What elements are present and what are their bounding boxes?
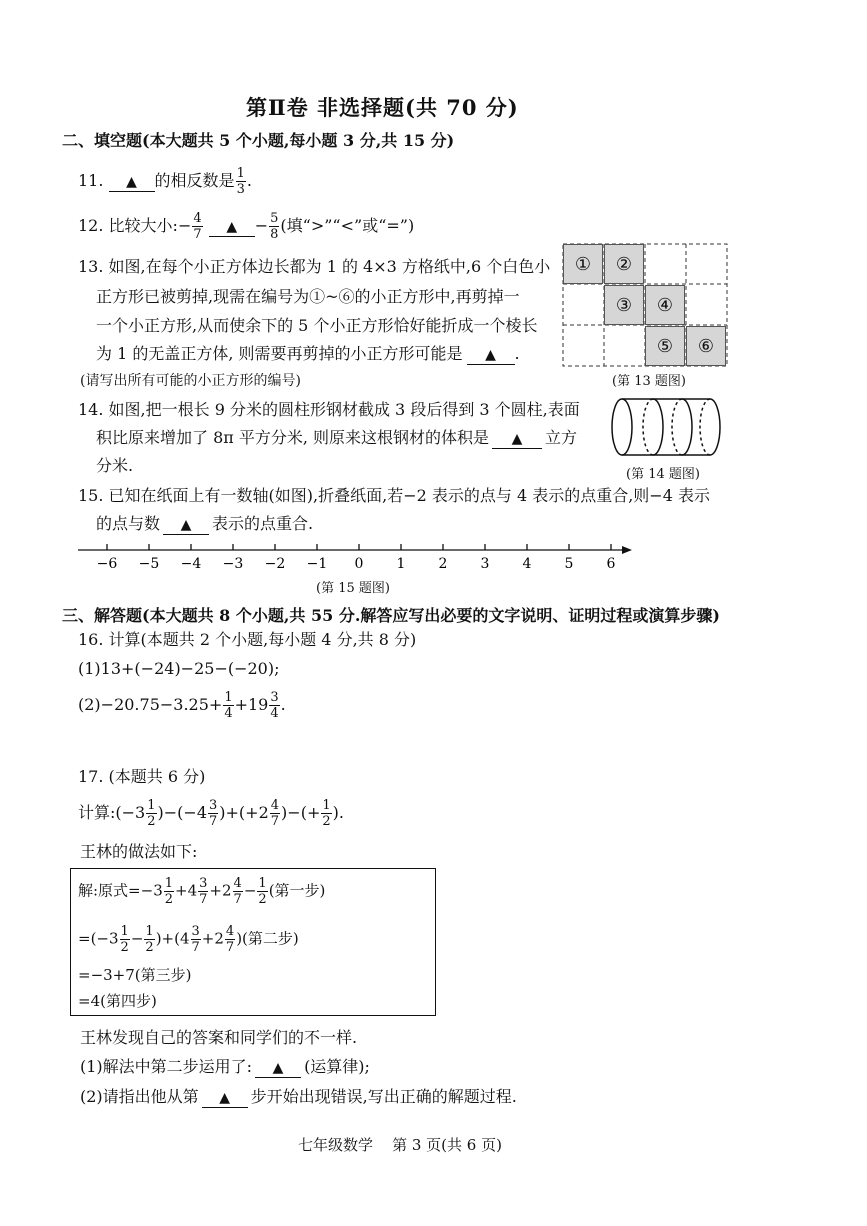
question-13-line-3: 一个小正方形,从而使余下的 5 个小正方形恰好能折成一个棱长 (96, 316, 538, 335)
solution-step-1: 解:原式=−3 $\frac{1}{2}$ +4 $\frac{3}{7}$ +2 $\frac{4}{7}$ − $\frac{1}{2}$ (第一步) (78, 876, 326, 907)
question-17-intro: 王林的做法如下: (80, 842, 198, 861)
section-fill-blank-heading: 二、填空题(本大题共 5 个小题,每小题 3 分,共 15 分) (62, 131, 455, 150)
question-17-heading: 17. (本题共 6 分) (78, 767, 206, 786)
answer-blank[interactable]: ▲ (255, 1059, 301, 1078)
solution-step-2: =(−3 $\frac{1}{2}$ − $\frac{1}{2}$ )+(4 $\frac{3}{7}$ +2 $\frac{4}{7}$ )(第二步) (78, 924, 299, 955)
question-15-line-1: 15. 已知在纸面上有一数轴(如图),折叠纸面,若−2 表示的点与 4 表示的点重合,则−4 表示 (78, 486, 710, 505)
axis-tick-label: −5 (138, 556, 160, 572)
question-13-line-2: 正方形已被剪掉,现需在编号为①~⑥的小正方形中,再剪掉一 (96, 287, 520, 306)
axis-tick-label: −4 (180, 556, 202, 572)
question-14-line-2: 积比原来增加了 8π 平方分米, 则原来这根钢材的体积是 ▲ 立方 (96, 428, 578, 447)
axis-tick-label: −2 (264, 556, 286, 572)
answer-blank[interactable]: ▲ (202, 1089, 248, 1108)
question-16-part-2: (2)−20.75−3.25+ $\frac{1}{4}$ +19 $\frac{3}{4}$ . (78, 690, 286, 721)
question-13-line-1: 13. 如图,在每个小正方体边长都为 1 的 4×3 方格纸中,6 个白色小 (78, 257, 551, 276)
answer-blank[interactable]: ▲ (467, 346, 515, 365)
figure-15-caption: (第 15 题图) (316, 581, 390, 596)
axis-tick-label: 5 (564, 556, 574, 572)
grid-cell-2[interactable]: ② (604, 244, 644, 284)
question-16-part-1: (1)13+(−24)−25−(−20); (78, 659, 280, 678)
axis-tick-label: 1 (396, 556, 406, 572)
question-12: 12. 比较大小:− $\frac{4}{7}$ ▲ − $\frac{5}{8}$ (填“>”“<”或“=”) (78, 211, 415, 242)
question-17-part-1: (1)解法中第二步运用了: ▲ (运算律); (80, 1057, 370, 1076)
axis-tick-label: 4 (522, 556, 532, 572)
section-answer-heading: 三、解答题(本大题共 8 个小题,共 55 分.解答应写出必要的文字说明、证明过程或演算步骤) (62, 606, 720, 625)
grid-cell-4[interactable]: ④ (645, 285, 685, 325)
question-15-line-2: 的点与数 ▲ 表示的点重合. (96, 514, 314, 533)
grid-cell-5[interactable]: ⑤ (645, 326, 685, 366)
answer-blank[interactable]: ▲ (209, 218, 255, 237)
figure-14-caption: (第 14 题图) (626, 467, 700, 482)
axis-tick-label: −1 (306, 556, 328, 572)
answer-blank[interactable]: ▲ (163, 516, 209, 535)
question-16-heading: 16. 计算(本题共 2 个小题,每小题 4 分,共 8 分) (78, 630, 417, 649)
solution-step-3: =−3+7(第三步) (78, 966, 192, 984)
grid-cell-1[interactable]: ① (563, 244, 603, 284)
answer-blank[interactable]: ▲ (492, 430, 542, 449)
question-14-line-1: 14. 如图,把一根长 9 分米的圆柱形钢材截成 3 段后得到 3 个圆柱,表面 (78, 400, 580, 419)
question-14-line-3: 分米. (96, 456, 134, 475)
figure-13-caption: (第 13 题图) (612, 374, 686, 389)
answer-blank[interactable]: ▲ (109, 173, 155, 192)
number-line-figure (76, 538, 636, 574)
solution-step-4: =4(第四步) (78, 992, 157, 1010)
section-title: 第Ⅱ卷 非选择题(共 70 分) (246, 95, 519, 120)
question-11: 11. ▲ 的相反数是 $\frac{1}{3}$ . (78, 166, 252, 197)
axis-tick-label: 2 (438, 556, 448, 572)
axis-tick-label: 3 (480, 556, 490, 572)
page-footer: 七年级数学 第 3 页(共 6 页) (298, 1136, 502, 1154)
question-13-note: (请写出所有可能的小正方形的编号) (80, 373, 301, 389)
axis-tick-label: 6 (606, 556, 616, 572)
question-17-after: 王林发现自己的答案和同学们的不一样. (80, 1028, 358, 1047)
question-17-expression: 计算:(−3 $\frac{1}{2}$ )−(−4 $\frac{3}{7}$ )+(+2 $\frac{4}{7}$ )−(+ $\frac{1}{2}$ ). (78, 798, 344, 829)
grid-cell-6[interactable]: ⑥ (686, 326, 726, 366)
cylinder-figure (608, 395, 724, 459)
axis-tick-label: 0 (354, 556, 364, 572)
axis-tick-label: −3 (222, 556, 244, 572)
question-17-part-2: (2)请指出他从第 ▲ 步开始出现错误,写出正确的解题过程. (80, 1087, 517, 1106)
grid-cell-3[interactable]: ③ (604, 285, 644, 325)
axis-tick-label: −6 (96, 556, 118, 572)
question-13-line-4: 为 1 的无盖正方体, 则需要再剪掉的小正方形可能是 ▲ . (96, 344, 520, 363)
